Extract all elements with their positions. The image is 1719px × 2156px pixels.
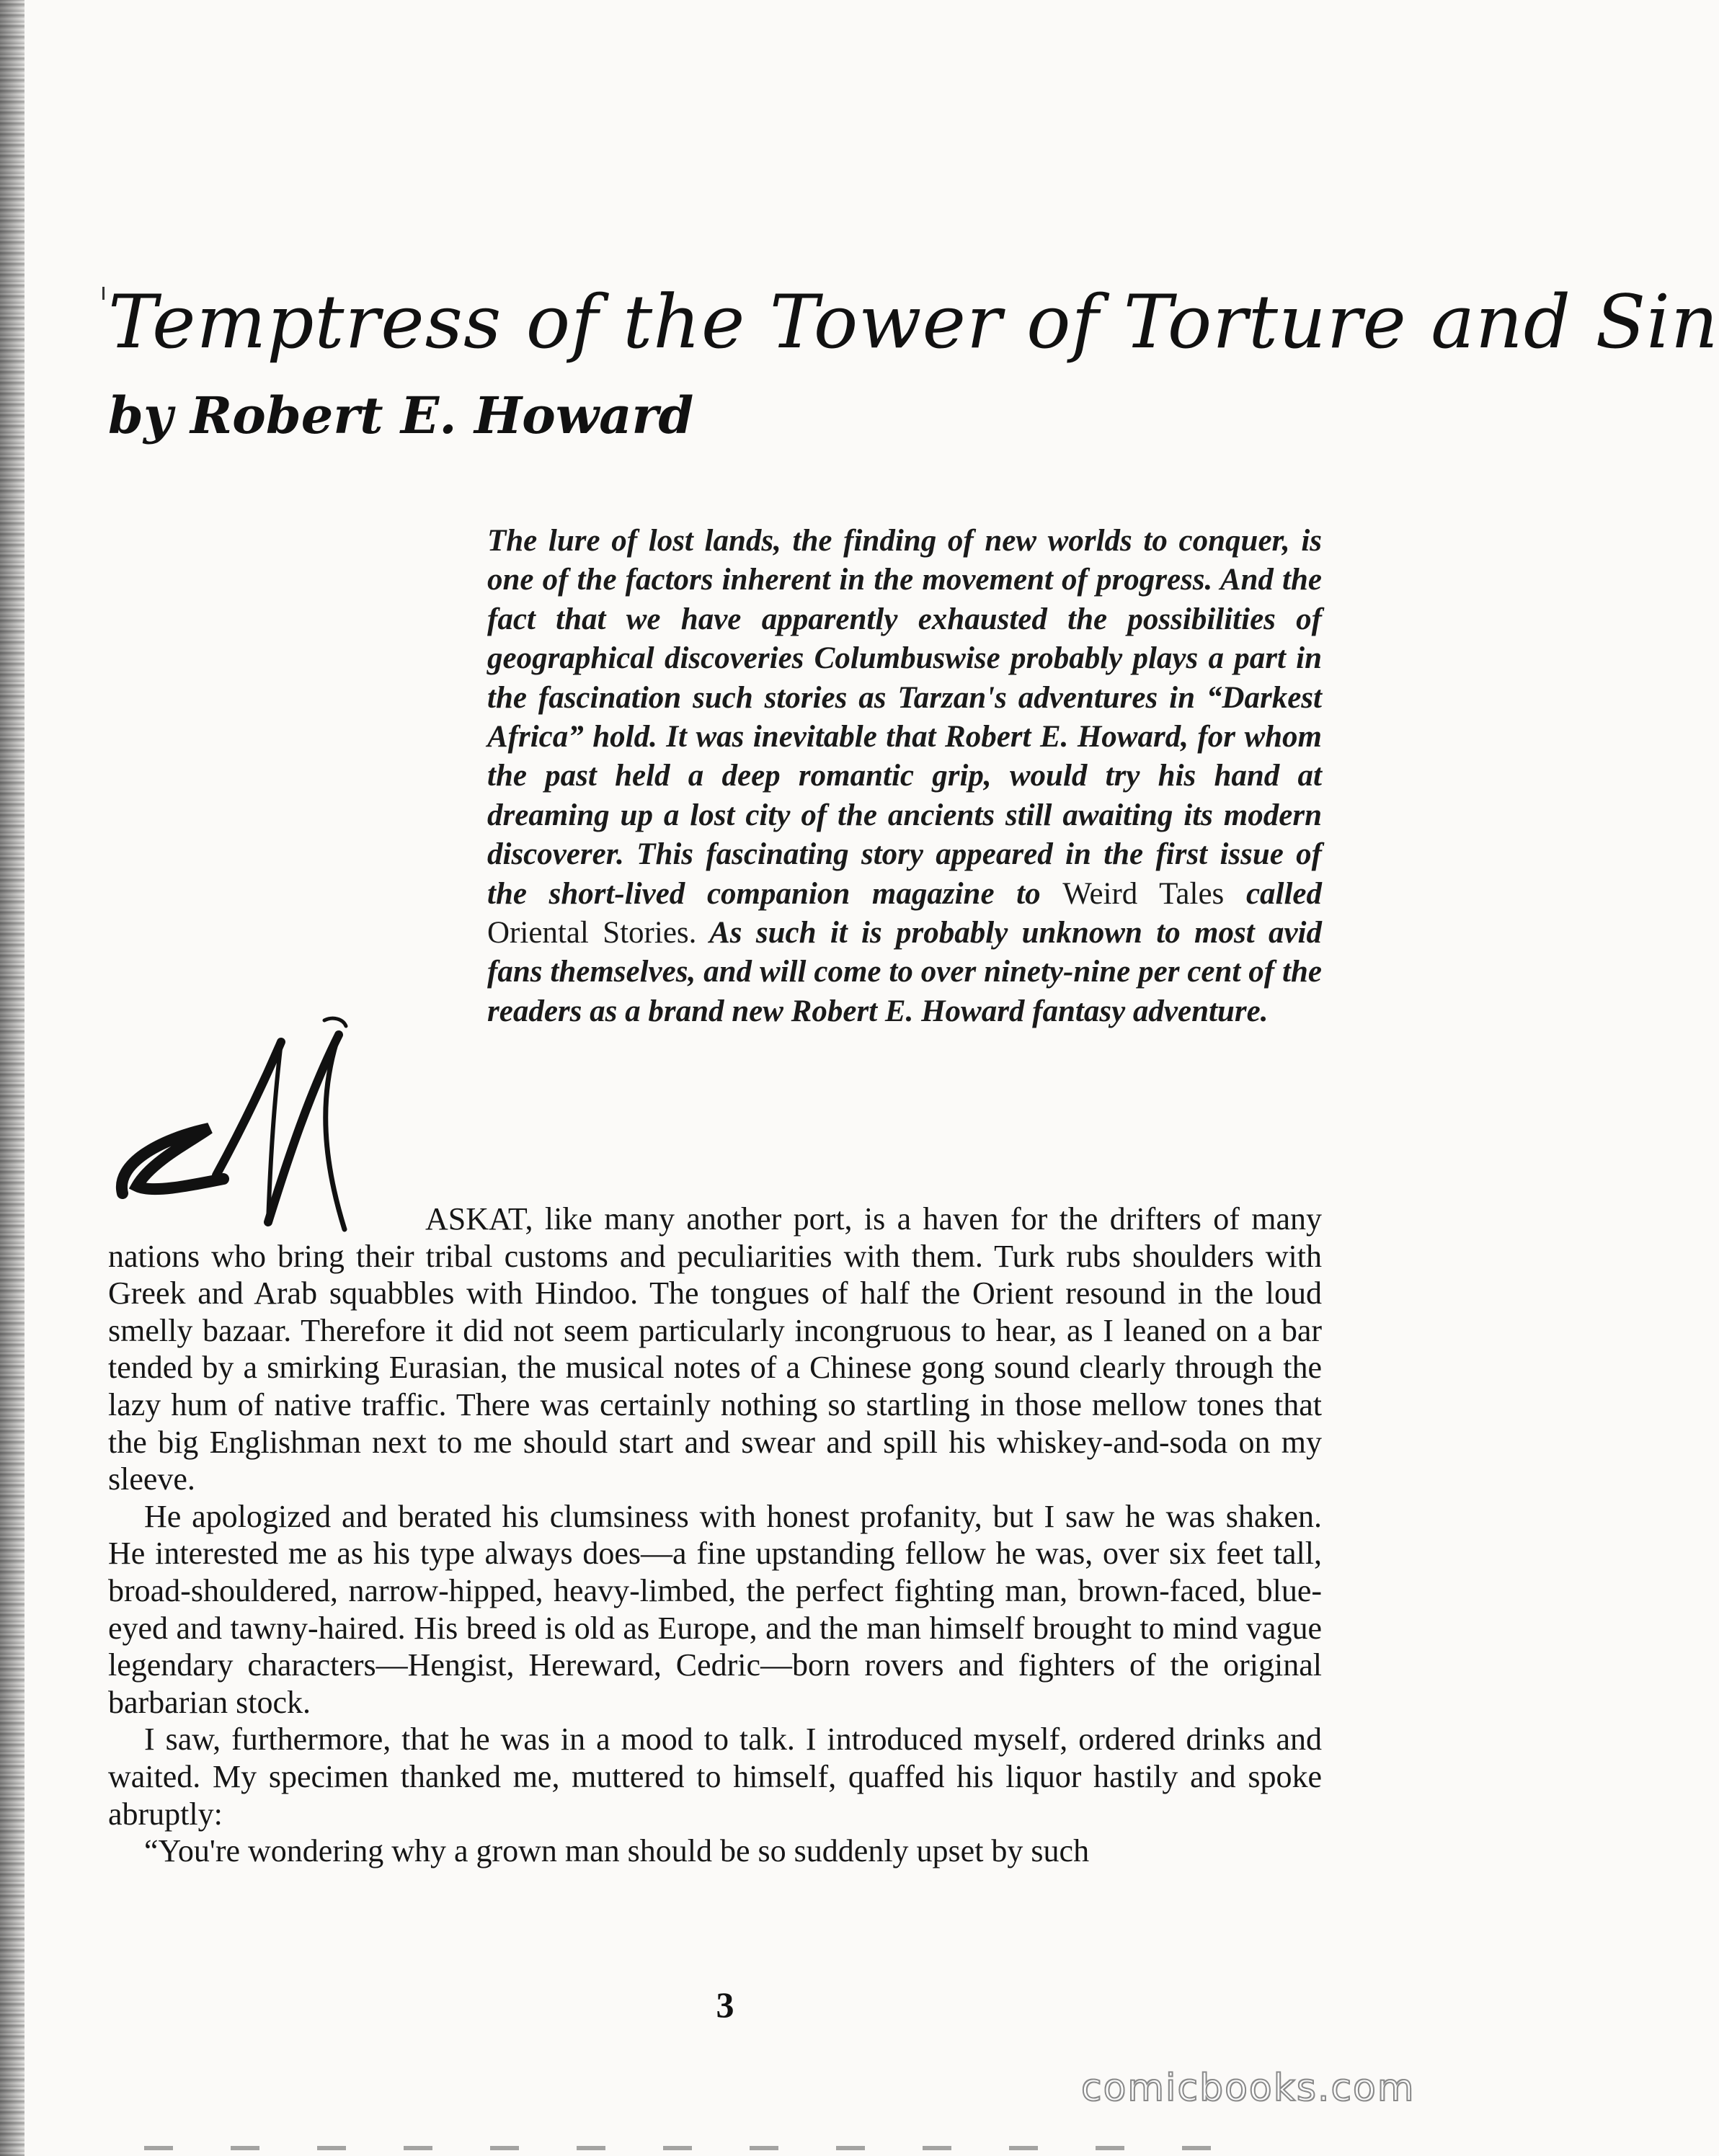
- author-byline: by Robert E. Howard: [108, 386, 694, 445]
- story-body: [108, 1200, 1322, 1870]
- story-title: Temptress of the Tower of Torture and Sin: [108, 280, 1719, 365]
- bottom-print-bleed: [144, 2146, 1269, 2150]
- magazine-name-weird-tales: Weird Tales: [1062, 876, 1225, 911]
- body-paragraph-4: “You're wondering why a grown man should be so suddenly upset by such: [144, 1833, 1090, 1869]
- binding-edge: [0, 0, 25, 2156]
- print-tick-mark: [102, 287, 105, 300]
- body-paragraph-3: I saw, furthermore, that he was in a mood to talk. I introduced myself, ordered drinks and waited. My specimen thanked me, muttered to himself, quaffed his liquor hastily and spoke abruptly:: [108, 1721, 1322, 1832]
- body-paragraph-2: He apologized and berated his clumsiness with honest profanity, but I saw he was shaken. He interested me as his type always does—a fine upstanding fellow he was, over six feet tall, broad-shouldered, narrow-hipped, heavy-limbed, the perfect fighting man, brown-faced, blue-eyed and tawny-haired. His breed is old as Europe, and the man himself brought to mind vague legendary characters—Hengist, Hereward, Cedric—born rovers and fighters of the original barbarian stock.: [108, 1498, 1322, 1720]
- intro-text-part-2: called: [1245, 876, 1323, 911]
- site-watermark: comicbooks.com: [1081, 2067, 1416, 2110]
- intro-blurb: [487, 522, 1322, 1031]
- intro-text-part-1: The lure of lost lands, the finding of new worlds to conquer, is one of the factors inherent in the movement of progress. And the fact that we have apparently exhausted the possibilities of geographical discoveries Columbuswise probably plays a part in the fascination such stories as Tarzan's adventures in “Darkest Africa” hold. It was inevitable that Robert E. Howard, for whom the past held a deep romantic grip, would try his hand at dreaming up a lost city of the ancients still awaiting its modern discoverer. This fascinating story appeared in the first issue of the short-lived companion magazine to: [487, 524, 1322, 911]
- intro-text-part-3: As such it is probably unknown to most avid fans themselves, and will come to over ninety-nine per cent of the readers as a brand new Robert E. Howard fantasy adventure.: [487, 916, 1322, 1028]
- magazine-name-oriental-stories: Oriental Stories.: [487, 916, 697, 950]
- page-number: 3: [716, 1984, 734, 2025]
- body-paragraph-1: ASKAT, like many another port, is a haven for the drifters of many nations who bring their tribal customs and peculiarities with them. Turk rubs shoulders with Greek and Arab squabbles with Hindoo. The tongues of half the Orient resound in the loud smelly bazaar. Therefore it did not seem particularly incongruous to hear, as I leaned on a bar tended by a smirking Eurasian, the musical notes of a Chinese gong sound clearly through the lazy hum of native traffic. There was certainly nothing so startling in those mellow tones that the big Englishman next to me should start and swear and spill his whiskey-and-soda on my sleeve.: [108, 1201, 1322, 1497]
